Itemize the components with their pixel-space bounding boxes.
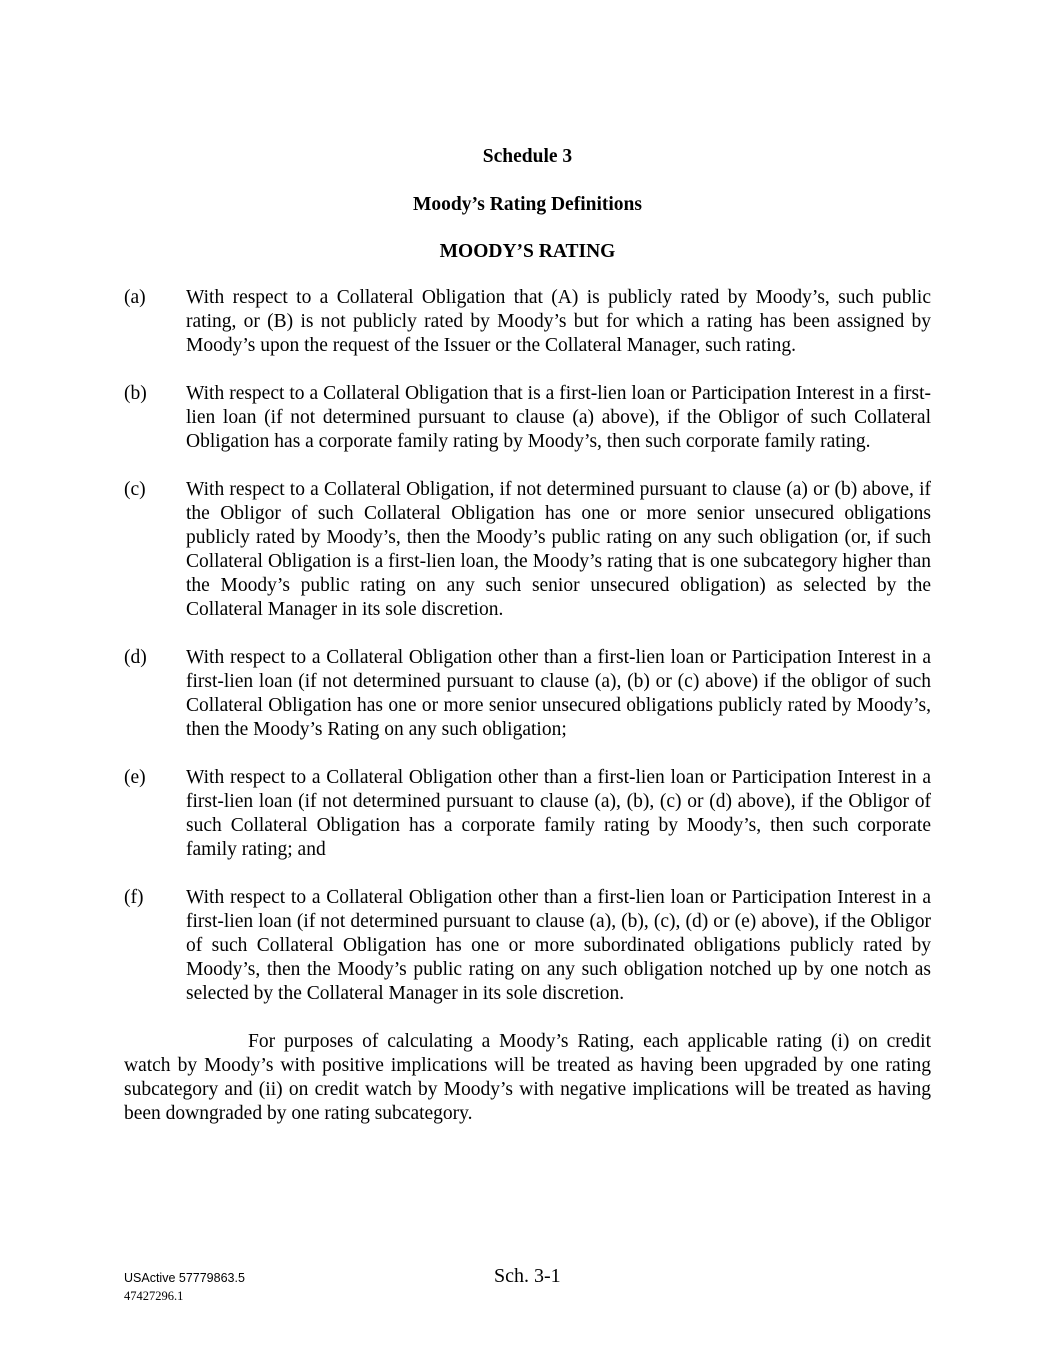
clause-f <box>124 886 931 1006</box>
clause-text: With respect to a Collateral Obligation other than a first-lien loan or Participation Interest in a first-lien loan (if not determined pursuant to clause (a), (b), (c), (d) or (e) above), if the Obligor of such Collateral Obligation has one or more subordinated obligations publicly rated by Moody’s, then the Moody’s public rating on any such obligation notched up by one notch as selected by the Collateral Manager in its sole discretion. <box>186 887 931 1004</box>
clause-text: With respect to a Collateral Obligation that is a first-lien loan or Participation Interest in a first-lien loan (if not determined pursuant to clause (a) above), if the Obligor of such Collateral Obligation has a corporate family rating by Moody’s, then such corporate family rating. <box>186 383 931 452</box>
schedule-subtitle: Moody’s Rating Definitions <box>413 194 642 215</box>
clause-a <box>124 286 931 358</box>
clause-c <box>124 478 931 622</box>
clause-label: (d) <box>124 647 147 668</box>
section-heading: MOODY’S RATING <box>439 241 616 262</box>
clause-label: (f) <box>124 887 144 908</box>
clause-text: With respect to a Collateral Obligation that (A) is publicly rated by Moody’s, such public rating, or (B) is not publicly rated by Moody’s but for which a rating has been assigned by Moody’s upon the request of the Issuer or the Collateral Manager, such rating. <box>186 287 931 356</box>
schedule-title: Schedule 3 <box>482 146 573 167</box>
footer-doc-id: USActive 57779863.5 <box>124 1271 245 1285</box>
clause-text: With respect to a Collateral Obligation other than a first-lien loan or Participation Interest in a first-lien loan (if not determined pursuant to clause (a), (b) or (c) above) if the obligor of such Collateral Obligation has one or more senior unsecured obligations publicly rated by Moody’s, then the Moody’s Rating on any such obligation; <box>186 647 931 740</box>
clause-label: (c) <box>124 479 146 500</box>
footer-doc-id-secondary: 47427296.1 <box>124 1289 184 1303</box>
clause-label: (b) <box>124 383 147 404</box>
clauses-body <box>124 286 931 1126</box>
clause-text: With respect to a Collateral Obligation other than a first-lien loan or Participation Interest in a first-lien loan (if not determined pursuant to clause (a), (b), (c) or (d) above), if the Obligor of such Collateral Obligation has a corporate family rating by Moody’s, then such corporate family rating; and <box>186 767 931 860</box>
clause-label: (a) <box>124 287 146 308</box>
page-number: Sch. 3-1 <box>494 1265 561 1287</box>
clause-b <box>124 382 931 454</box>
closing-paragraph: For purposes of calculating a Moody’s Rating, each applicable rating (i) on credit watch by Moody’s with positive implications will be treated as having been upgraded by one rating subcategory and (ii) on credit watch by Moody’s with negative implications will be treated as having been downgraded by one rating subcategory. <box>124 1031 931 1124</box>
clause-label: (e) <box>124 767 146 788</box>
clause-d <box>124 646 931 742</box>
clause-text: With respect to a Collateral Obligation, if not determined pursuant to clause (a) or (b) above, if the Obligor of such Collateral Obligation has one or more senior unsecured obligations publicly rated by Moody’s, then the Moody’s public rating on any such obligation (or, if such Collateral Obligation is a first-lien loan, the Moody’s rating that is one subcategory higher than the Moody’s public rating on any such senior unsecured obligation) as selected by the Collateral Manager in its sole discretion. <box>186 479 931 620</box>
clause-e <box>124 766 931 862</box>
